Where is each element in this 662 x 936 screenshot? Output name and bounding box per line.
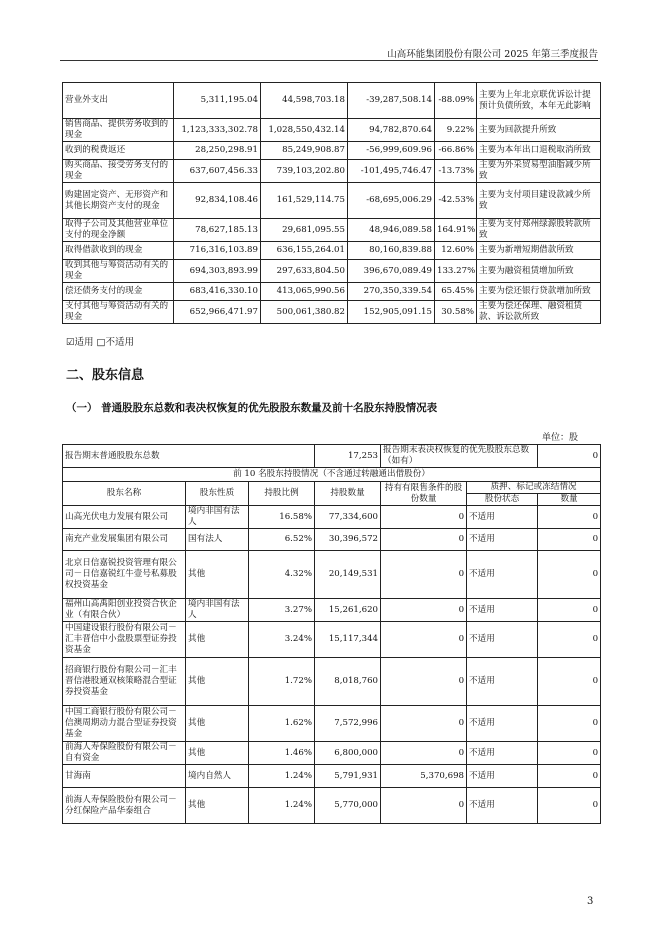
cashflow-change-cell: 270,350,339.54: [348, 283, 435, 301]
cashflow-reason-cell: 主要为偿还保理、融资租赁款、诉讼款所致: [477, 301, 601, 324]
col-restricted: 持有有限售条件的股份数量: [381, 482, 467, 506]
shareholder-qty-cell: 5,791,931: [315, 765, 381, 788]
cashflow-change-cell: -56,999,609.96: [348, 142, 435, 160]
shareholder-ratio-cell: 3.27%: [249, 599, 315, 622]
shareholder-status-cell: 不适用: [467, 529, 538, 551]
table-row: [63, 658, 601, 706]
cashflow-prior-cell: 500,061,380.82: [261, 301, 348, 324]
shareholder-nature-cell: 境内非国有法人: [186, 599, 249, 622]
cashflow-pct-cell: 9.22%: [435, 119, 477, 142]
cashflow-item-cell: 购买商品、接受劳务支付的现金: [63, 160, 174, 183]
total-shareholders-value: 17,253: [315, 445, 381, 468]
shareholder-qty-cell: 7,572,996: [315, 706, 381, 742]
shareholder-qty-cell: 77,334,600: [315, 506, 381, 529]
cashflow-pct-cell: 164.91%: [435, 219, 477, 242]
cashflow-prior-cell: 739,103,202.80: [261, 160, 348, 183]
shareholder-pledged-cell: 0: [538, 658, 601, 706]
applicable-note: ☑适用 □不适用: [66, 337, 135, 348]
cashflow-prior-cell: 636,155,264.01: [261, 242, 348, 260]
table-row: [63, 160, 601, 183]
cashflow-reason-cell: 主要为上年北京联优诉讼计提预计负债所致，本年无此影响: [477, 83, 601, 119]
cashflow-current-cell: 683,416,330.10: [174, 283, 261, 301]
shareholder-ratio-cell: 16.58%: [249, 506, 315, 529]
cashflow-pct-cell: 133.27%: [435, 260, 477, 283]
cashflow-current-cell: 92,834,108.46: [174, 183, 261, 219]
shareholder-name-cell: 甘海南: [63, 765, 186, 788]
shareholder-pledged-cell: 0: [538, 529, 601, 551]
shareholder-status-cell: 不适用: [467, 742, 538, 765]
shareholder-status-cell: 不适用: [467, 622, 538, 658]
col-pledge-group: 质押、标记或冻结情况: [467, 482, 601, 494]
cashflow-pct-cell: -88.09%: [435, 83, 477, 119]
shareholder-restricted-cell: 0: [381, 622, 467, 658]
cashflow-reason-cell: 主要为回款提升所致: [477, 119, 601, 142]
shareholder-name-cell: 前海人寿保险股份有限公司－分红保险产品华泰组合: [63, 788, 186, 824]
shareholder-pledged-cell: 0: [538, 765, 601, 788]
shareholder-restricted-cell: 0: [381, 529, 467, 551]
col-nature: 股东性质: [186, 482, 249, 506]
shareholder-restricted-cell: 0: [381, 506, 467, 529]
cashflow-item-cell: 支付其他与筹资活动有关的现金: [63, 301, 174, 324]
shareholder-name-cell: 招商银行股份有限公司－汇丰晋信港股通双核策略混合型证券投资基金: [63, 658, 186, 706]
cashflow-change-cell: -39,287,508.14: [348, 83, 435, 119]
cashflow-current-cell: 716,316,103.89: [174, 242, 261, 260]
cashflow-pct-cell: -42.53%: [435, 183, 477, 219]
total-shareholders-label: 报告期末普通股股东总数: [63, 445, 315, 468]
shareholder-pledged-cell: 0: [538, 742, 601, 765]
shareholder-pledged-cell: 0: [538, 706, 601, 742]
shareholder-status-cell: 不适用: [467, 658, 538, 706]
shareholder-restricted-cell: 0: [381, 742, 467, 765]
cashflow-reason-cell: 主要为支付项目建设款减少所致: [477, 183, 601, 219]
cashflow-change-cell: 48,946,089.58: [348, 219, 435, 242]
page-header: [60, 40, 598, 61]
col-name: 股东名称: [63, 482, 186, 506]
shareholder-status-cell: 不适用: [467, 551, 538, 599]
pref-shareholders-label: 报告期末表决权恢复的优先股股东总数（如有）: [381, 445, 538, 468]
cashflow-reason-cell: 主要为支付郑州绿源股转款所致: [477, 219, 601, 242]
cashflow-change-cell: -101,495,746.47: [348, 160, 435, 183]
cashflow-item-cell: 营业外支出: [63, 83, 174, 119]
table-row: [63, 283, 601, 301]
shareholder-pledged-cell: 0: [538, 599, 601, 622]
table-row: [63, 529, 601, 551]
cashflow-pct-cell: 65.45%: [435, 283, 477, 301]
table-row: [63, 551, 601, 599]
table-row: [63, 219, 601, 242]
table-row: [63, 260, 601, 283]
shareholder-name-cell: 中国工商银行股份有限公司－信澳周期动力混合型证券投资基金: [63, 706, 186, 742]
cashflow-prior-cell: 29,681,095.55: [261, 219, 348, 242]
shareholder-ratio-cell: 1.72%: [249, 658, 315, 706]
shareholder-qty-cell: 8,018,760: [315, 658, 381, 706]
table-row: [63, 599, 601, 622]
subsection-title: （一） 普通股股东总数和表决权恢复的优先股股东数量及前十名股东持股情况表: [66, 402, 438, 414]
shareholder-ratio-cell: 1.62%: [249, 706, 315, 742]
shareholder-nature-cell: 其他: [186, 788, 249, 824]
page-number: 3: [587, 896, 594, 907]
shareholder-pledged-cell: 0: [538, 788, 601, 824]
cashflow-item-cell: 取得子公司及其他营业单位支付的现金净额: [63, 219, 174, 242]
shareholder-ratio-cell: 4.32%: [249, 551, 315, 599]
cashflow-reason-cell: 主要为偿还银行贷款增加所致: [477, 283, 601, 301]
shareholder-ratio-cell: 1.24%: [249, 788, 315, 824]
cashflow-current-cell: 1,123,333,302.78: [174, 119, 261, 142]
cashflow-reason-cell: 主要为新增短期借款所致: [477, 242, 601, 260]
shareholder-status-cell: 不适用: [467, 599, 538, 622]
unit-label: 单位：股: [542, 433, 579, 443]
shareholder-nature-cell: 境内自然人: [186, 765, 249, 788]
table-row: [63, 242, 601, 260]
pref-shareholders-value: 0: [538, 445, 601, 468]
cashflow-current-cell: 78,627,185.13: [174, 219, 261, 242]
shareholder-restricted-cell: 0: [381, 658, 467, 706]
shareholder-name-cell: 北京日信嘉锐投资管理有限公司－日信嘉锐红牛壹号私募股权投资基金: [63, 551, 186, 599]
cashflow-reason-cell: 主要为融资租赁增加所致: [477, 260, 601, 283]
cashflow-prior-cell: 297,633,804.50: [261, 260, 348, 283]
cashflow-prior-cell: 413,065,990.56: [261, 283, 348, 301]
shareholder-table: [62, 444, 601, 824]
top10-caption-row: [63, 468, 601, 482]
shareholder-nature-cell: 其他: [186, 742, 249, 765]
table-row: [63, 506, 601, 529]
cashflow-reason-cell: 主要为本年出口退税取消所致: [477, 142, 601, 160]
table-row: [63, 119, 601, 142]
cashflow-item-cell: 收到其他与筹资活动有关的现金: [63, 260, 174, 283]
shareholder-restricted-cell: 0: [381, 551, 467, 599]
cashflow-pct-cell: 12.60%: [435, 242, 477, 260]
shareholder-qty-cell: 6,800,000: [315, 742, 381, 765]
cashflow-item-cell: 购建固定资产、无形资产和其他长期资产支付的现金: [63, 183, 174, 219]
shareholder-ratio-cell: 1.46%: [249, 742, 315, 765]
cashflow-change-table: [62, 82, 601, 324]
shareholder-qty-cell: 15,261,620: [315, 599, 381, 622]
col-pledge-qty: 数量: [538, 494, 601, 506]
shareholder-restricted-cell: 0: [381, 706, 467, 742]
shareholder-nature-cell: 国有法人: [186, 529, 249, 551]
cashflow-change-cell: 396,670,089.49: [348, 260, 435, 283]
report-title: 山高环能集团股份有限公司 2025 年第三季度报告: [387, 49, 598, 60]
shareholder-nature-cell: 其他: [186, 551, 249, 599]
table-row: [63, 301, 601, 324]
cashflow-change-cell: 80,160,839.88: [348, 242, 435, 260]
cashflow-current-cell: 652,966,471.97: [174, 301, 261, 324]
cashflow-prior-cell: 85,249,908.87: [261, 142, 348, 160]
cashflow-current-cell: 5,311,195.04: [174, 83, 261, 119]
shareholder-pledged-cell: 0: [538, 506, 601, 529]
shareholder-ratio-cell: 6.52%: [249, 529, 315, 551]
cashflow-pct-cell: -13.73%: [435, 160, 477, 183]
shareholder-qty-cell: 15,117,344: [315, 622, 381, 658]
shareholder-status-cell: 不适用: [467, 706, 538, 742]
shareholder-qty-cell: 30,396,572: [315, 529, 381, 551]
cashflow-prior-cell: 1,028,550,432.14: [261, 119, 348, 142]
table-row: [63, 706, 601, 742]
table-row: [63, 183, 601, 219]
table-row: [63, 742, 601, 765]
table-row: [63, 83, 601, 119]
header-row-1: [63, 482, 601, 494]
cashflow-pct-cell: -66.86%: [435, 142, 477, 160]
cashflow-item-cell: 销售商品、提供劳务收到的现金: [63, 119, 174, 142]
col-ratio: 持股比例: [249, 482, 315, 506]
cashflow-change-cell: 94,782,870.64: [348, 119, 435, 142]
shareholder-status-cell: 不适用: [467, 788, 538, 824]
shareholder-restricted-cell: 0: [381, 788, 467, 824]
shareholder-ratio-cell: 1.24%: [249, 765, 315, 788]
shareholder-restricted-cell: 0: [381, 599, 467, 622]
shareholder-name-cell: 前海人寿保险股份有限公司－自有资金: [63, 742, 186, 765]
top10-caption: 前 10 名股东持股情况（不含通过转融通出借股份）: [63, 468, 601, 482]
shareholder-name-cell: 南充产业发展集团有限公司: [63, 529, 186, 551]
cashflow-pct-cell: 30.58%: [435, 301, 477, 324]
col-qty: 持股数量: [315, 482, 381, 506]
shareholder-ratio-cell: 3.24%: [249, 622, 315, 658]
shareholder-nature-cell: 其他: [186, 706, 249, 742]
cashflow-prior-cell: 44,598,703.18: [261, 83, 348, 119]
shareholder-name-cell: 中国建设银行股份有限公司－汇丰晋信中小盘股票型证券投资基金: [63, 622, 186, 658]
shareholder-name-cell: 山高光伏电力发展有限公司: [63, 506, 186, 529]
cashflow-item-cell: 取得借款收到的现金: [63, 242, 174, 260]
shareholder-status-cell: 不适用: [467, 765, 538, 788]
shareholder-qty-cell: 20,149,531: [315, 551, 381, 599]
cashflow-change-cell: -68,695,006.29: [348, 183, 435, 219]
shareholder-restricted-cell: 5,370,698: [381, 765, 467, 788]
summary-row: [63, 445, 601, 468]
shareholder-qty-cell: 5,770,000: [315, 788, 381, 824]
cashflow-prior-cell: 161,529,114.75: [261, 183, 348, 219]
cashflow-change-cell: 152,905,091.15: [348, 301, 435, 324]
table-row: [63, 622, 601, 658]
shareholder-name-cell: 福州山高禹阳创业投资合伙企业（有限合伙）: [63, 599, 186, 622]
shareholder-nature-cell: 其他: [186, 622, 249, 658]
cashflow-reason-cell: 主要为外采贸易型油脂减少所致: [477, 160, 601, 183]
table-row: [63, 788, 601, 824]
col-pledge-status: 股份状态: [467, 494, 538, 506]
shareholder-pledged-cell: 0: [538, 622, 601, 658]
cashflow-current-cell: 28,250,298.91: [174, 142, 261, 160]
shareholder-nature-cell: 其他: [186, 658, 249, 706]
cashflow-current-cell: 637,607,456.33: [174, 160, 261, 183]
shareholder-pledged-cell: 0: [538, 551, 601, 599]
cashflow-item-cell: 偿还债务支付的现金: [63, 283, 174, 301]
table-row: [63, 765, 601, 788]
shareholder-nature-cell: 境内非国有法人: [186, 506, 249, 529]
shareholder-status-cell: 不适用: [467, 506, 538, 529]
table-row: [63, 142, 601, 160]
cashflow-item-cell: 收到的税费返还: [63, 142, 174, 160]
cashflow-current-cell: 694,303,893.99: [174, 260, 261, 283]
section-title: 二、股东信息: [66, 368, 145, 383]
